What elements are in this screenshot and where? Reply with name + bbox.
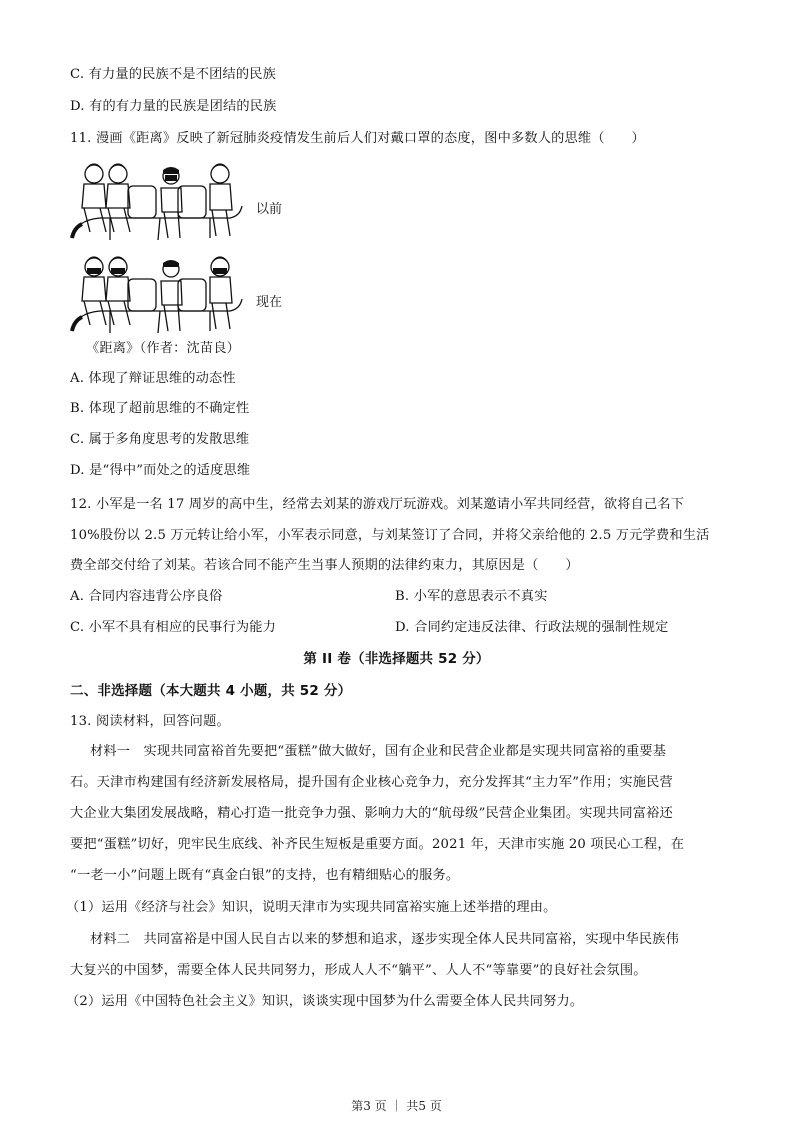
q11-option-c (70, 431, 249, 449)
option-letter: B. (395, 589, 410, 604)
q12-option-c (70, 619, 276, 637)
material2-line-1: 材料二 共同富裕是中国人民自古以来的梦想和追求，逐步实现全体人民共同富裕，实现中华民族伟 (90, 932, 680, 947)
q12-option-d (395, 619, 668, 637)
q13-sub-question-2: （2）运用《中国特色社会主义》知识，谈谈实现中国梦为什么需要全体人民共同努力。 (66, 994, 584, 1009)
cartoon-before-image (70, 162, 250, 244)
option-letter: B. (70, 401, 85, 416)
option-letter: D. (395, 620, 410, 635)
option-letter: D. (70, 463, 85, 478)
q11-stem: 11. 漫画《距离》反映了新冠肺炎疫情发生前后人们对戴口罩的态度，图中多数人的思维（ ） (70, 131, 645, 146)
q12-option-a (70, 588, 222, 606)
material1-line-3: 大企业大集团发展战略，精心打造一批竞争力强、影响力大的“航母级”民营企业集团。实现共同富裕还 (70, 806, 673, 821)
cartoon-caption: 《距离》（作者：沈苗良） (86, 341, 241, 356)
material1-line-4: 要把“蛋糕”切好，兜牢民生底线、补齐民生短板是重要方面。2021 年，天津市实施 20 项民心工程，在 (70, 837, 685, 852)
q12-stem-line-3: 费全部交付给了刘某。若该合同不能产生当事人预期的法律约束力，其原因是（ ） (70, 558, 579, 573)
option-letter: A. (70, 371, 85, 386)
q12-stem-line-2: 10%股份以 2.5 万元转让给小军，小军表示同意，与刘某签订了合同，并将父亲给他的 2.5 万元学费和生活 (70, 528, 710, 543)
material1-line-2: 石。天津市构建国有经济新发展格局，提升国有企业核心竞争力，充分发挥其“主力军”作用；实施民营 (70, 775, 673, 790)
page-number-footer: 第3 页 ｜ 共5 页 (351, 1099, 442, 1113)
q10-option-d (70, 98, 277, 116)
q13-stem: 13. 阅读材料，回答问题。 (70, 714, 230, 729)
option-text: 有力量的民族不是不团结的民族 (88, 67, 277, 82)
cartoon-label-before: 以前 (256, 202, 283, 217)
q13-sub-question-1: （1）运用《经济与社会》知识，说明天津市为实现共同富裕实施上述举措的理由。 (66, 900, 557, 915)
option-text: 小军的意思表示不真实 (413, 589, 548, 604)
cartoon-label-now: 现在 (256, 295, 283, 310)
q10-option-c (70, 66, 276, 84)
option-text: 合同约定违反法律、行政法规的强制性规定 (414, 620, 669, 635)
option-text: 小军不具有相应的民事行为能力 (88, 620, 277, 635)
option-text: 体现了辩证思维的动态性 (88, 371, 236, 386)
material2-line-2: 大复兴的中国梦，需要全体人民共同努力，形成人人不“躺平”、人人不“等靠要”的良好社会氛围。 (70, 963, 647, 978)
q12-option-b (395, 588, 548, 606)
option-text: 体现了超前思维的不确定性 (88, 401, 250, 416)
cartoon-now-image (70, 255, 250, 337)
q12-stem-line-1: 12. 小军是一名 17 周岁的高中生，经常去刘某的游戏厅玩游戏。刘某邀请小军共同经营，欲将自己名下 (70, 497, 685, 512)
material1-line-5: “一老一小”问题上既有“真金白银”的支持，也有精细贴心的服务。 (70, 868, 460, 883)
option-text: 合同内容违背公序良俗 (88, 589, 223, 604)
part-title: 二、非选择题（本大题共 4 小题，共 52 分） (70, 683, 352, 699)
option-letter: C. (70, 67, 85, 82)
q11-option-b (70, 400, 249, 418)
option-letter: C. (70, 620, 85, 635)
option-letter: A. (70, 589, 85, 604)
volume-title: 第 II 卷（非选择题共 52 分） (303, 651, 490, 667)
q11-option-d (70, 462, 250, 480)
option-text: 是“得中”而处之的适度思维 (89, 463, 251, 478)
option-text: 有的有力量的民族是团结的民族 (89, 99, 277, 114)
option-letter: D. (70, 99, 85, 114)
q11-option-a (70, 370, 236, 388)
option-text: 属于多角度思考的发散思维 (88, 432, 250, 447)
material1-line-1: 材料一 实现共同富裕首先要把“蛋糕”做大做好，国有企业和民营企业都是实现共同富裕的重要基 (90, 744, 667, 759)
option-letter: C. (70, 432, 85, 447)
